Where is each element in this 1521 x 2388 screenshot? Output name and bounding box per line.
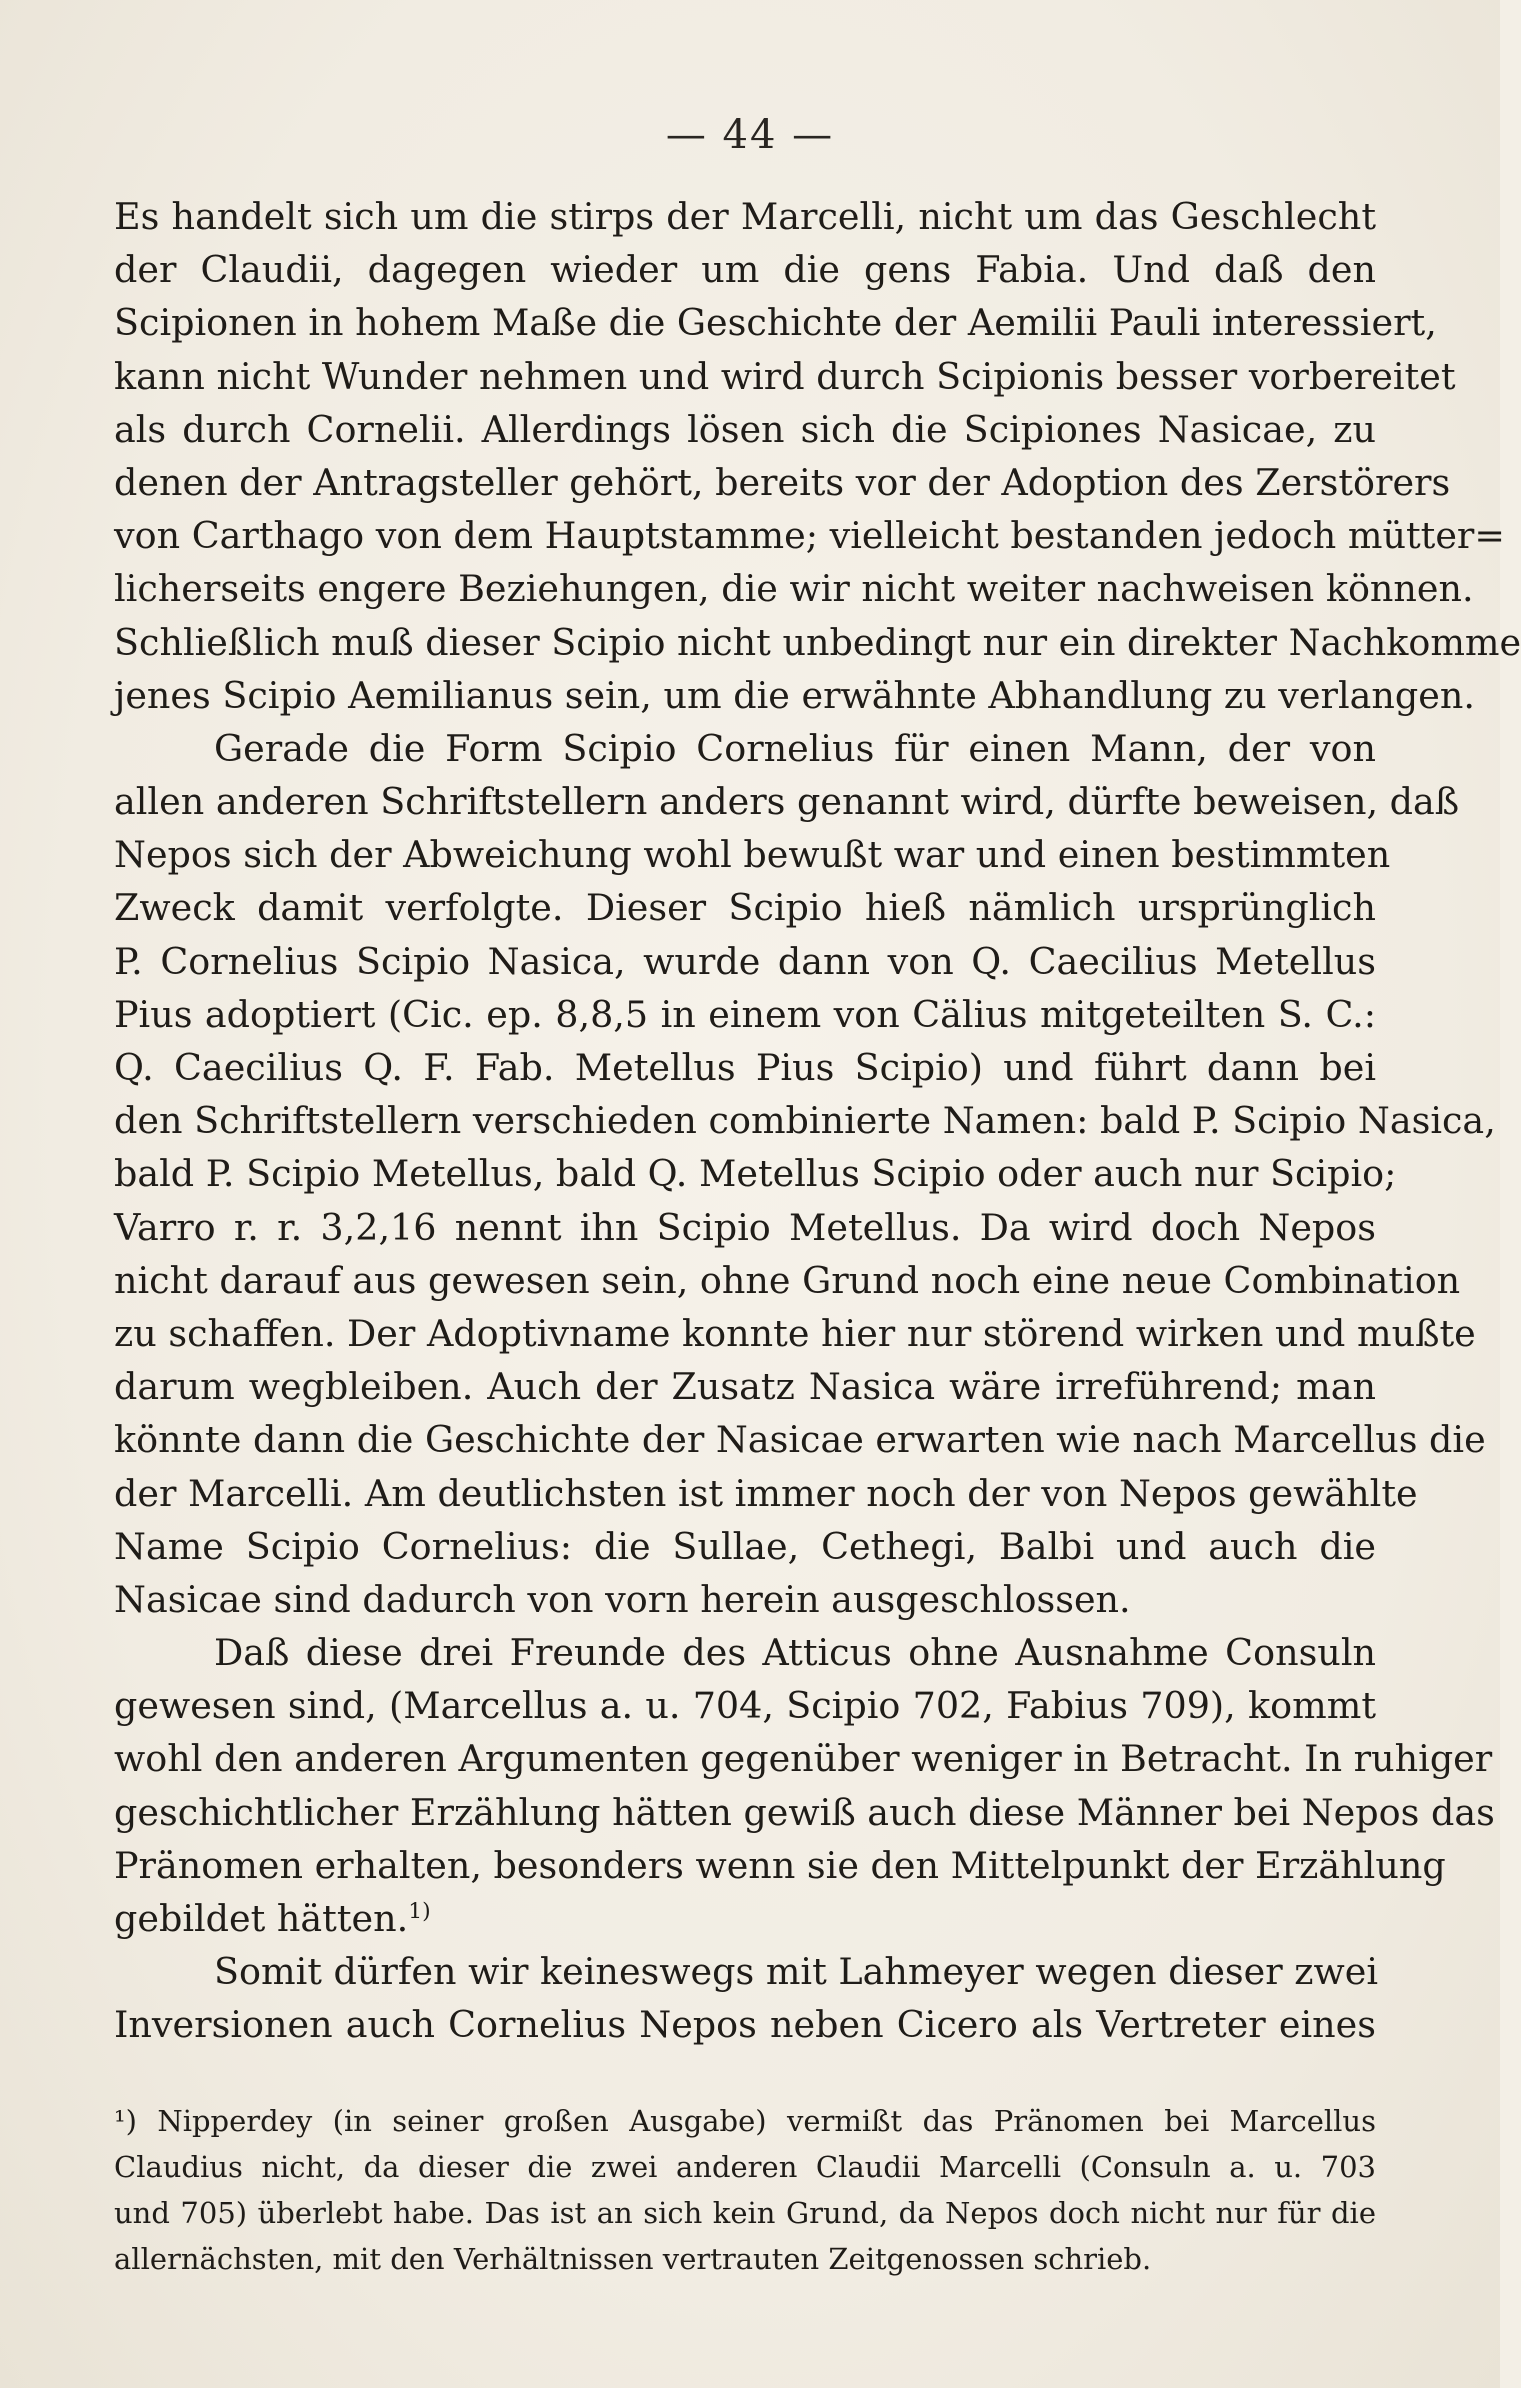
- text-line: Pius adoptiert (Cic. ep. 8,8,5 in einem von Cälius mitgeteilten S. C.:: [114, 992, 1376, 1036]
- text-line: der Claudii, dagegen wieder um die gens Fabia. Und daß den: [114, 248, 1376, 292]
- footnote-line: [114, 2098, 1376, 2144]
- text-line: allen anderen Schriftstellern anders genannt wird, dürfte beweisen, daß: [114, 780, 1460, 824]
- text-line: Nepos sich der Abweichung wohl bewußt war und einen bestimmten: [114, 833, 1391, 877]
- text-line: jenes Scipio Aemilianus sein, um die erwähnte Abhandlung zu verlangen.: [114, 673, 1475, 717]
- text-line: gewesen sind, (Marcellus a. u. 704, Scipio 702, Fabius 709), kommt: [114, 1684, 1376, 1728]
- text-line: Varro r. r. 3,2,16 nennt ihn Scipio Metellus. Da wird doch Nepos: [114, 1205, 1376, 1249]
- text-fragment: gebildet hätten.: [114, 1897, 409, 1940]
- text-line: Q. Caecilius Q. F. Fab. Metellus Pius Scipio) und führt dann bei: [114, 1046, 1376, 1089]
- footnotes: [114, 2098, 1376, 2282]
- text-line: wohl den anderen Argumenten gegenüber weniger in Betracht. In ruhiger: [114, 1737, 1493, 1781]
- footnote-line: und 705) überlebt habe. Das ist an sich kein Grund, da Nepos doch nicht nur für die: [114, 2196, 1376, 2230]
- text-line: nicht darauf aus gewesen sein, ohne Grund noch eine neue Combination: [114, 1258, 1461, 1302]
- text-line: Pränomen erhalten, besonders wenn sie den Mittelpunkt der Erzählung: [114, 1843, 1446, 1887]
- text-line: denen der Antragsteller gehört, bereits vor der Adoption des Zerstörers: [114, 460, 1451, 504]
- text-line: P. Cornelius Scipio Nasica, wurde dann von Q. Caecilius Metellus: [114, 939, 1376, 983]
- text-line: darum wegbleiben. Auch der Zusatz Nasica wäre irreführend; man: [114, 1365, 1376, 1409]
- text-line: geschichtlicher Erzählung hätten gewiß auch diese Männer bei Nepos das: [114, 1790, 1495, 1834]
- text-line: Nasicae sind dadurch von vorn herein ausgeschlossen.: [114, 1577, 1131, 1621]
- text-line: der Marcelli. Am deutlichsten ist immer noch der von Nepos gewählte: [114, 1471, 1418, 1515]
- text-line: Name Scipio Cornelius: die Sullae, Cethegi, Balbi und auch die: [114, 1524, 1376, 1568]
- footnote-marker: ¹): [114, 2104, 137, 2138]
- text-line-with-footnote-ref: [114, 1892, 1376, 1945]
- text-line: Es handelt sich um die stirps der Marcelli, nicht um das Geschlecht: [114, 195, 1376, 238]
- text-line: Somit dürfen wir keineswegs mit Lahmeyer wegen dieser zwei: [214, 1950, 1379, 1994]
- footnote-reference: 1): [408, 1898, 431, 1924]
- text-line: zu schaffen. Der Adoptivname konnte hier nur störend wirken und mußte: [114, 1311, 1476, 1355]
- footnote-line: allernächsten, mit den Verhältnissen vertrauten Zeitgenossen schrieb.: [114, 2242, 1152, 2276]
- text-line: licherseits engere Beziehungen, die wir nicht weiter nachweisen können.: [114, 567, 1474, 611]
- text-line: bald P. Scipio Metellus, bald Q. Metellus Scipio oder auch nur Scipio;: [114, 1152, 1397, 1196]
- text-line: den Schriftstellern verschieden combinierte Namen: bald P. Scipio Nasica,: [114, 1099, 1496, 1143]
- text-line: kann nicht Wunder nehmen und wird durch Scipionis besser vorbereitet: [114, 354, 1456, 398]
- text-line: Zweck damit verfolgte. Dieser Scipio hieß nämlich ursprünglich: [114, 886, 1376, 930]
- text-line: als durch Cornelii. Allerdings lösen sich die Scipiones Nasicae, zu: [114, 407, 1376, 451]
- text-line: Gerade die Form Scipio Cornelius für einen Mann, der von: [214, 726, 1376, 770]
- text-line: Scipionen in hohem Maße die Geschichte der Aemilii Pauli interessiert,: [114, 301, 1437, 345]
- footnote-text: Nipperdey (in seiner großen Ausgabe) vermißt das Pränomen bei Marcellus: [157, 2104, 1376, 2138]
- text-line: Inversionen auch Cornelius Nepos neben Cicero als Vertreter eines: [114, 2003, 1376, 2047]
- text-line: Daß diese drei Freunde des Atticus ohne Ausnahme Consuln: [214, 1631, 1376, 1675]
- text-line: könnte dann die Geschichte der Nasicae erwarten wie nach Marcellus die: [114, 1418, 1486, 1462]
- footnote-line: Claudius nicht, da dieser die zwei anderen Claudii Marcelli (Consuln a. u. 703: [114, 2150, 1376, 2184]
- text-line: Schließlich muß dieser Scipio nicht unbedingt nur ein direkter Nachkomme: [114, 620, 1521, 664]
- text-line: von Carthago von dem Hauptstamme; vielleicht bestanden jedoch mütter=: [114, 514, 1505, 558]
- page-number: — 44 —: [665, 112, 835, 158]
- body-text: [114, 190, 1521, 2052]
